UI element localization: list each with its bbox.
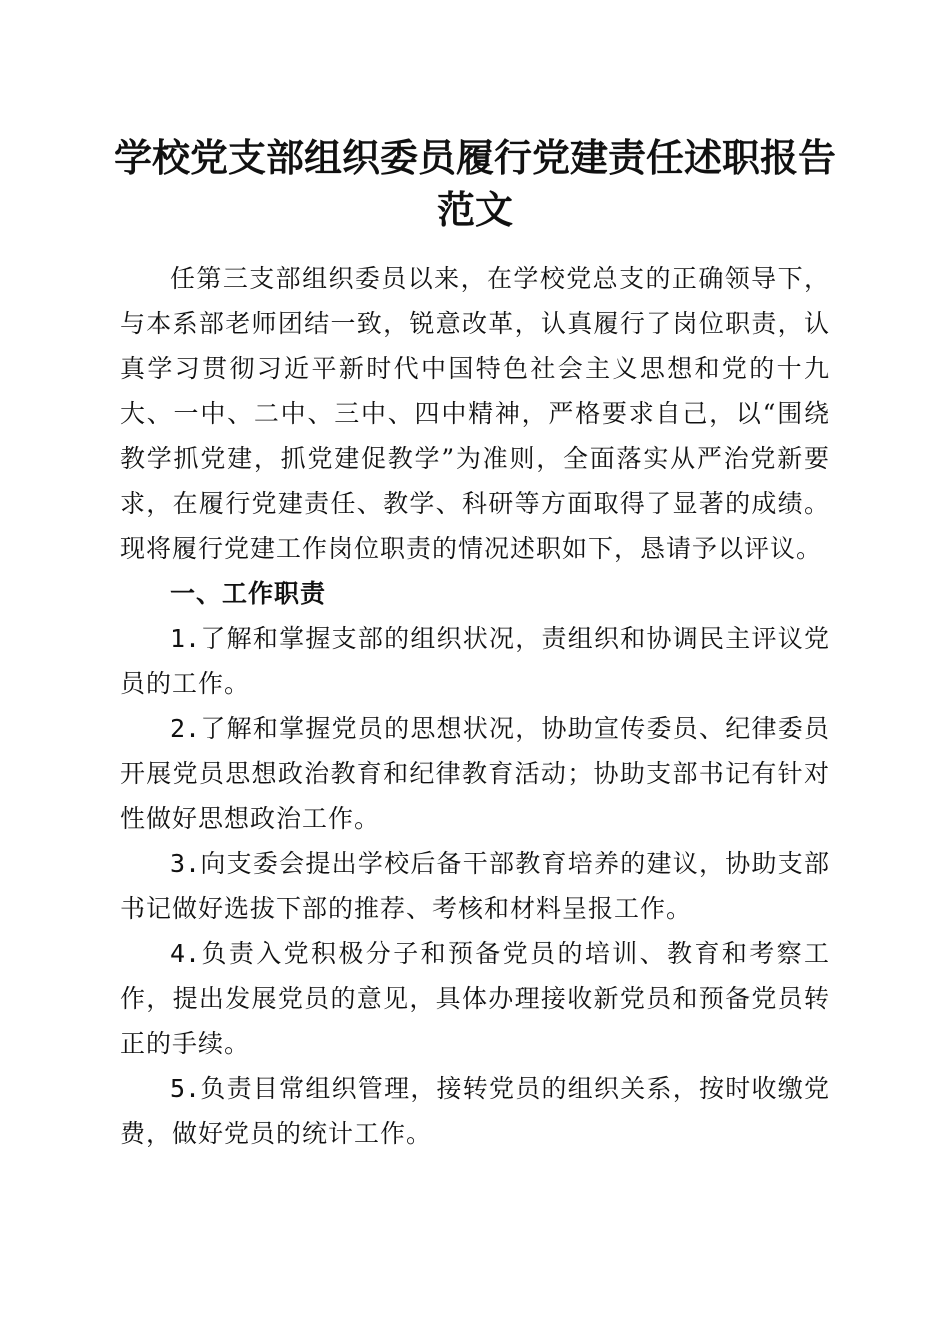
duty-item-2 [120,706,830,841]
duty-item-3 [120,841,830,931]
duty-item-number: 5. [170,1074,201,1103]
intro-paragraph: 任第三支部组织委员以来，在学校党总支的正确领导下，与本系部老师团结一致，锐意改革，认真履行了岗位职责，认真学习贯彻习近平新时代中国特色社会主义思想和党的十九大、一中、二中、三中、四中精神，严格要求自己，以“围绕教学抓党建，抓党建促教学”为准则，全面落实从严治党新要求，在履行党建责任、教学、科研等方面取得了显著的成绩。现将履行党建工作岗位职责的情况述职如下，恳请予以评议。 [120,264,830,563]
duty-item-text: 负责目常组织管理，接转党员的组织关系，按时收缴党费，做好党员的统计工作。 [120,1074,830,1148]
duty-item-number: 3. [170,849,201,878]
document-title: 学校党支部组织委员履行党建责任述职报告范文 [113,135,836,232]
duty-item-text: 了解和掌握支部的组织状况，责组织和协调民主评议党员的工作。 [120,624,830,698]
duty-item-1 [120,616,830,706]
duty-item-text: 向支委会提出学校后备干部教育培养的建议，协助支部书记做好选拔下部的推荐、考核和材料呈报工作。 [120,849,830,923]
document-body [120,256,830,1156]
duty-item-4 [120,931,830,1066]
duty-item-text: 了解和掌握党员的思想状况，协助宣传委员、纪律委员开展党员思想政治教育和纪律教育活动；协助支部书记有针对性做好思想政治工作。 [120,714,830,833]
duty-item-text: 负责入党积极分子和预备党员的培训、教育和考察工作，提出发展党员的意见，具体办理接收新党员和预备党员转正的手续。 [120,939,830,1058]
duty-item-number: 2. [170,714,201,743]
duty-item-number: 1. [170,624,201,653]
duty-item-5 [120,1066,830,1156]
section-heading-work-duties: 一、工作职责 [170,579,327,608]
duty-item-number: 4. [170,939,201,968]
